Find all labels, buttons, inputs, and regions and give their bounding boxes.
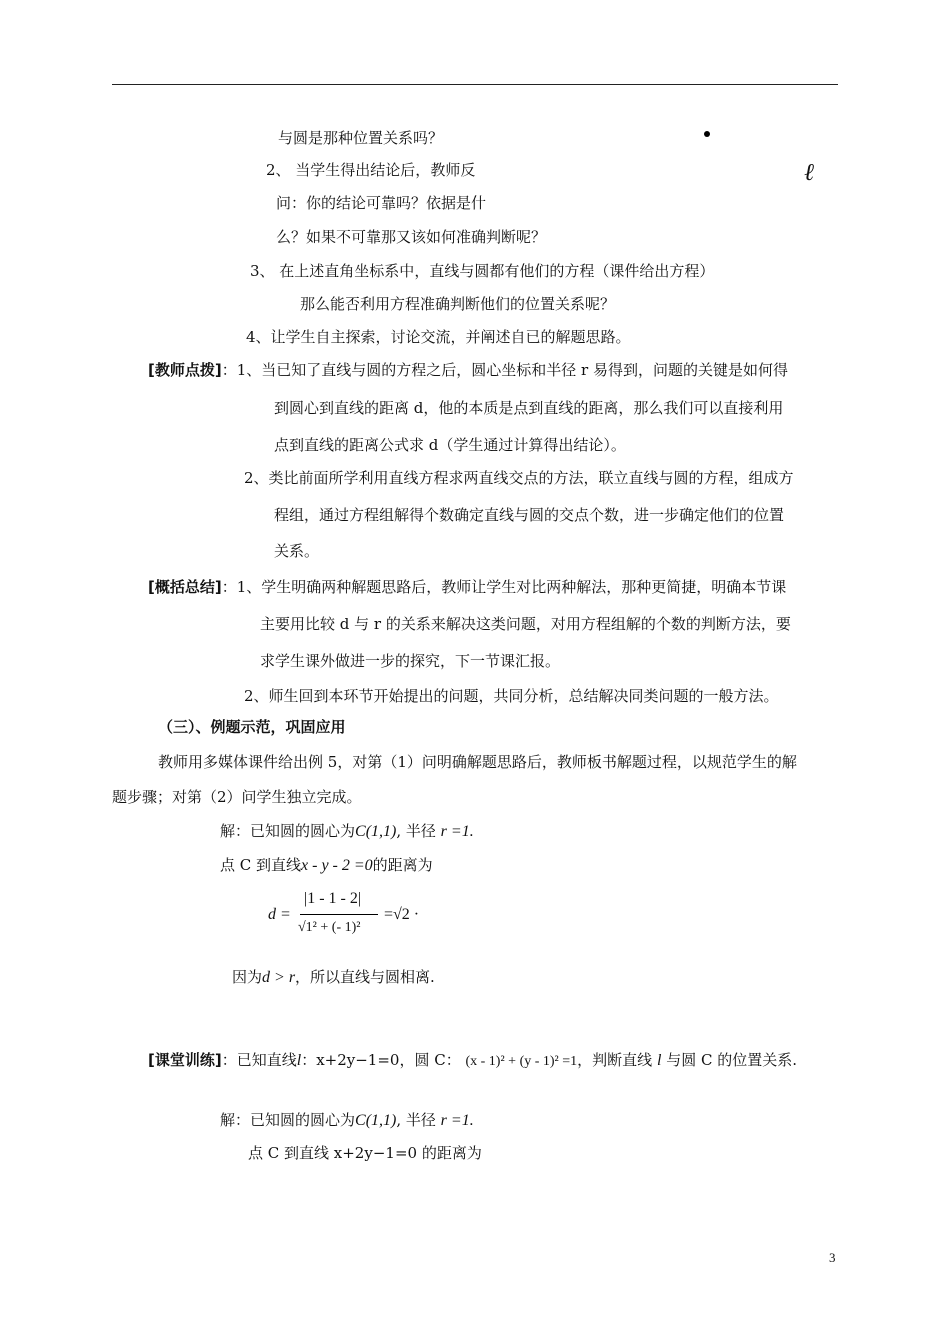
page-number: 3 — [829, 1250, 836, 1265]
header-rule — [112, 84, 838, 85]
exercise-text-2: ：x+2y−1=0，圆 C： — [301, 1051, 461, 1069]
center-coordinates-2: C(1,1) — [355, 1112, 397, 1129]
text-line-7: 4、让学生自主探索，讨论交流，并阐述自已的解题思路。 — [246, 328, 631, 346]
section-3-heading: （三）、例题示范，巩固应用 — [158, 718, 346, 736]
solution-line-2 — [220, 855, 433, 876]
summary-line-3: 求学生课外做进一步的探究，下一节课汇报。 — [260, 652, 561, 670]
fraction-bar — [300, 914, 378, 915]
distance-formula — [268, 890, 468, 950]
conclusion-text-1: 因为 — [232, 968, 263, 986]
point-dot — [704, 131, 710, 137]
radius-label: , 半径 — [396, 822, 436, 840]
summary-line-2: 主要用比较 d 与 r 的关系来解决这类问题，对用方程组解的个数的判断方法，要 — [260, 615, 791, 633]
exercise-heading: [课堂训练] — [148, 1051, 222, 1069]
line-equation: x - y - 2 =0 — [301, 857, 373, 874]
summary-line-1 — [148, 577, 786, 597]
circle-equation: (x - 1)² + (y - 1)² =1 — [465, 1054, 578, 1069]
conclusion-text-2: ，所以直线与圆相离. — [295, 968, 435, 986]
line-name-2: l — [656, 1052, 662, 1069]
teacher-tip-line-4: 2、类比前面所学利用直线方程求两直线交点的方法，联立直线与圆的方程，组成方 — [244, 469, 794, 487]
text-line-3: 问：你的结论可靠吗？依据是什 — [276, 194, 487, 212]
solution-text: 解：已知圆的圆心为 — [220, 822, 356, 840]
solution-line-1 — [220, 821, 474, 842]
formula-rhs: =√2 · — [384, 906, 420, 923]
radius-value: r =1. — [440, 823, 474, 840]
solution-text-2: 点 C 到直线 — [220, 856, 302, 874]
teacher-tip-heading: [教师点拨] — [148, 361, 222, 379]
paragraph-line-2: 题步骤；对第（2）问学生独立完成。 — [112, 788, 362, 806]
text-line-1: 与圆是那种位置关系吗？ — [278, 129, 444, 147]
exercise-text-3: ，判断直线 — [577, 1051, 653, 1069]
solution-text-3: 的距离为 — [372, 856, 433, 874]
solution-line-4: 点 C 到直线 x+2y−1=0 的距离为 — [248, 1144, 482, 1162]
line-label-ell: ℓ — [804, 160, 814, 186]
summary-line-4: 2、师生回到本环节开始提出的问题，共同分析，总结解决同类问题的一般方法。 — [244, 687, 779, 705]
text-line-2: 2、 当学生得出结论后，教师反 — [266, 161, 476, 179]
text-line-5: 3、 在上述直角坐标系中，直线与圆都有他们的方程（课件给出方程） — [250, 262, 715, 280]
formula-denominator: √1² + (- 1)² — [298, 920, 361, 935]
center-coordinates: C(1,1) — [355, 823, 397, 840]
teacher-tip-line-3: 点到直线的距离公式求 d（学生通过计算得出结论）。 — [274, 436, 626, 454]
teacher-tip-line-6: 关系。 — [274, 542, 320, 560]
radius-value-2: r =1. — [440, 1112, 474, 1129]
formula-numerator: |1 - 1 - 2| — [304, 890, 362, 907]
teacher-tip-line-5: 程组，通过方程组解得个数确定直线与圆的交点个数，进一步确定他们的位置 — [274, 506, 785, 524]
radius-label-2: , 半径 — [396, 1111, 436, 1129]
exercise-line — [148, 1050, 797, 1072]
paragraph-line-1: 教师用多媒体课件给出例 5，对第（1）问明确解题思路后，教师板书解题过程，以规范学生的解 — [158, 753, 797, 771]
summary-heading: [概括总结] — [148, 578, 222, 596]
inequality: d > r — [262, 969, 296, 986]
solution-line-3 — [220, 1110, 474, 1131]
text-line-6: 那么能否利用方程准确判断他们的位置关系呢？ — [300, 295, 616, 313]
teacher-tip-line-2: 到圆心到直线的距离 d，他的本质是点到直线的距离，那么我们可以直接利用 — [274, 399, 784, 417]
teacher-tip-line-1 — [148, 360, 788, 380]
line-name: l — [296, 1052, 302, 1069]
summary-text-1: ：1、学生明确两种解题思路后，教师让学生对比两种解法，那种更简捷，明确本节课 — [221, 578, 787, 596]
conclusion-line — [232, 967, 435, 988]
formula-lhs: d = — [268, 906, 291, 923]
exercise-text-4: 与圆 C 的位置关系. — [666, 1051, 797, 1069]
solution-text-4: 解：已知圆的圆心为 — [220, 1111, 356, 1129]
exercise-text-1: ：已知直线 — [221, 1051, 297, 1069]
teacher-tip-text-1: ：1、当已知了直线与圆的方程之后，圆心坐标和半径 r 易得到，问题的关键是如何得 — [221, 361, 788, 379]
text-line-4: 么？如果不可靠那又该如何准确判断呢？ — [276, 228, 547, 246]
